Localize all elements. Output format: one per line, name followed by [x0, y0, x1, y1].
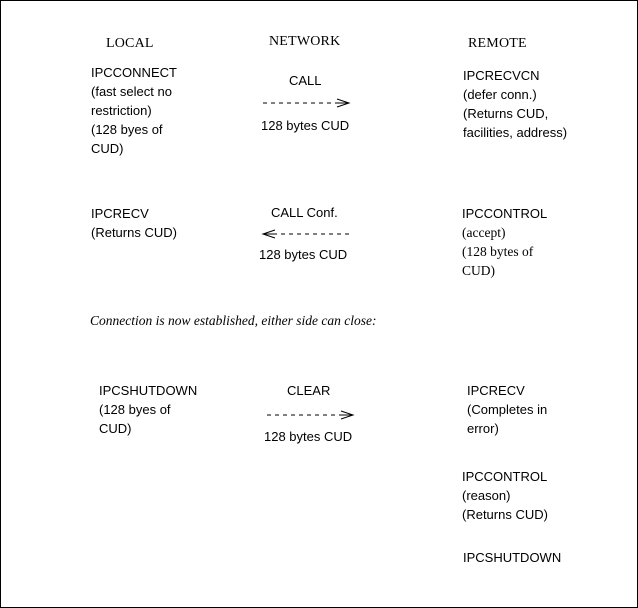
call-message-label: CALL [289, 73, 322, 88]
remote-control-block [462, 467, 548, 524]
call-remote-line: IPCRECVCN [463, 68, 540, 83]
clear-local-line: CUD) [99, 421, 132, 436]
call-remote-block [463, 66, 567, 142]
clear-local-line: (128 byes of [99, 402, 171, 417]
callconf-remote-line: (128 bytes of [462, 244, 534, 259]
clear-local-block [99, 381, 197, 438]
call-local-line: restriction) [91, 103, 152, 118]
call-remote-line: (defer conn.) [463, 87, 537, 102]
remote-shutdown-block [463, 548, 561, 567]
header-remote: REMOTE [468, 36, 527, 51]
callconf-local-line: IPCRECV [91, 206, 149, 221]
call-local-line: (128 byes of [91, 122, 163, 137]
clear-arrow-right [267, 409, 357, 421]
callconf-remote-line: IPCCONTROL [462, 206, 548, 221]
callconf-local-line: (Returns CUD) [91, 225, 177, 240]
header-network: NETWORK [269, 34, 341, 49]
clear-payload-label: 128 bytes CUD [264, 429, 353, 444]
call-remote-line: facilities, address) [463, 125, 568, 140]
callconf-local-block [91, 204, 177, 242]
call-local-line: (fast select no [91, 84, 172, 99]
header-local: LOCAL [106, 36, 154, 51]
call-local-line: CUD) [91, 141, 124, 156]
call-local-line: IPCCONNECT [91, 65, 177, 80]
remote-shutdown-line: IPCSHUTDOWN [463, 550, 562, 565]
remote-control-line: (Returns CUD) [462, 507, 548, 522]
call-arrow-right [263, 97, 353, 109]
call-local-block [91, 63, 177, 158]
clear-remote-line: IPCRECV [467, 383, 525, 398]
clear-remote-block [467, 381, 547, 438]
clear-remote-line: (Completes in [467, 402, 548, 417]
callconf-remote-line: (accept) [462, 225, 506, 240]
remote-control-line: (reason) [462, 488, 511, 503]
callconf-payload-label: 128 bytes CUD [259, 247, 348, 262]
call-payload-label: 128 bytes CUD [261, 118, 350, 133]
clear-local-line: IPCSHUTDOWN [99, 383, 198, 398]
callconf-remote-line: CUD) [462, 263, 495, 278]
clear-remote-line: error) [467, 421, 499, 436]
callconf-message-label: CALL Conf. [271, 205, 338, 220]
callconf-arrow-left [261, 228, 353, 240]
call-remote-line: (Returns CUD, [463, 106, 549, 121]
callconf-remote-block [462, 204, 547, 280]
connection-note: Connection is now established, either side can close: [90, 313, 377, 328]
clear-message-label: CLEAR [287, 383, 331, 398]
remote-control-line: IPCCONTROL [462, 469, 548, 484]
